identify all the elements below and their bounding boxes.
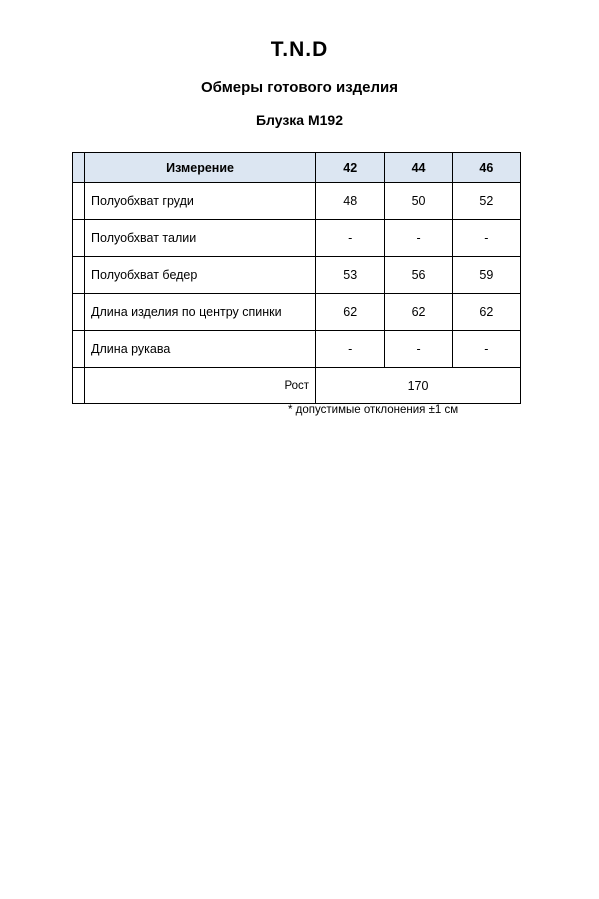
header-side-cell <box>73 153 85 183</box>
row-value: 48 <box>316 183 385 220</box>
row-name: Полуобхват талии <box>85 220 316 257</box>
header-measure: Измерение <box>85 153 316 183</box>
row-value: - <box>452 220 520 257</box>
row-value: 62 <box>385 294 452 331</box>
row-side-cell <box>73 331 85 368</box>
row-value: 50 <box>385 183 452 220</box>
height-row <box>73 368 521 404</box>
measurements-table <box>72 152 521 404</box>
row-name: Полуобхват груди <box>85 183 316 220</box>
table-row <box>73 257 521 294</box>
row-value: - <box>316 331 385 368</box>
row-value: 62 <box>452 294 520 331</box>
row-side-cell <box>73 294 85 331</box>
row-value: - <box>385 220 452 257</box>
header-size-46: 46 <box>452 153 520 183</box>
height-label: Рост <box>85 368 316 404</box>
row-side-cell <box>73 368 85 404</box>
table-row <box>73 183 521 220</box>
row-side-cell <box>73 220 85 257</box>
row-value: 59 <box>452 257 520 294</box>
table-header-row <box>73 153 521 183</box>
tolerance-note: * допустимые отклонения ±1 см <box>288 404 459 416</box>
row-value: - <box>316 220 385 257</box>
row-name: Длина рукава <box>85 331 316 368</box>
row-value: - <box>385 331 452 368</box>
row-value: 56 <box>385 257 452 294</box>
row-value: - <box>452 331 520 368</box>
row-value: 52 <box>452 183 520 220</box>
table-row <box>73 220 521 257</box>
table-row <box>73 331 521 368</box>
row-value: 62 <box>316 294 385 331</box>
row-side-cell <box>73 183 85 220</box>
row-value: 53 <box>316 257 385 294</box>
table-row <box>73 294 521 331</box>
row-side-cell <box>73 257 85 294</box>
height-value: 170 <box>316 368 521 404</box>
document-title: Обмеры готового изделия <box>200 79 399 96</box>
brand-title: T.N.D <box>270 38 329 61</box>
product-name: Блузка М192 <box>255 112 344 128</box>
header-size-42: 42 <box>316 153 385 183</box>
row-name: Полуобхват бедер <box>85 257 316 294</box>
header-size-44: 44 <box>385 153 452 183</box>
row-name: Длина изделия по центру спинки <box>85 294 316 331</box>
